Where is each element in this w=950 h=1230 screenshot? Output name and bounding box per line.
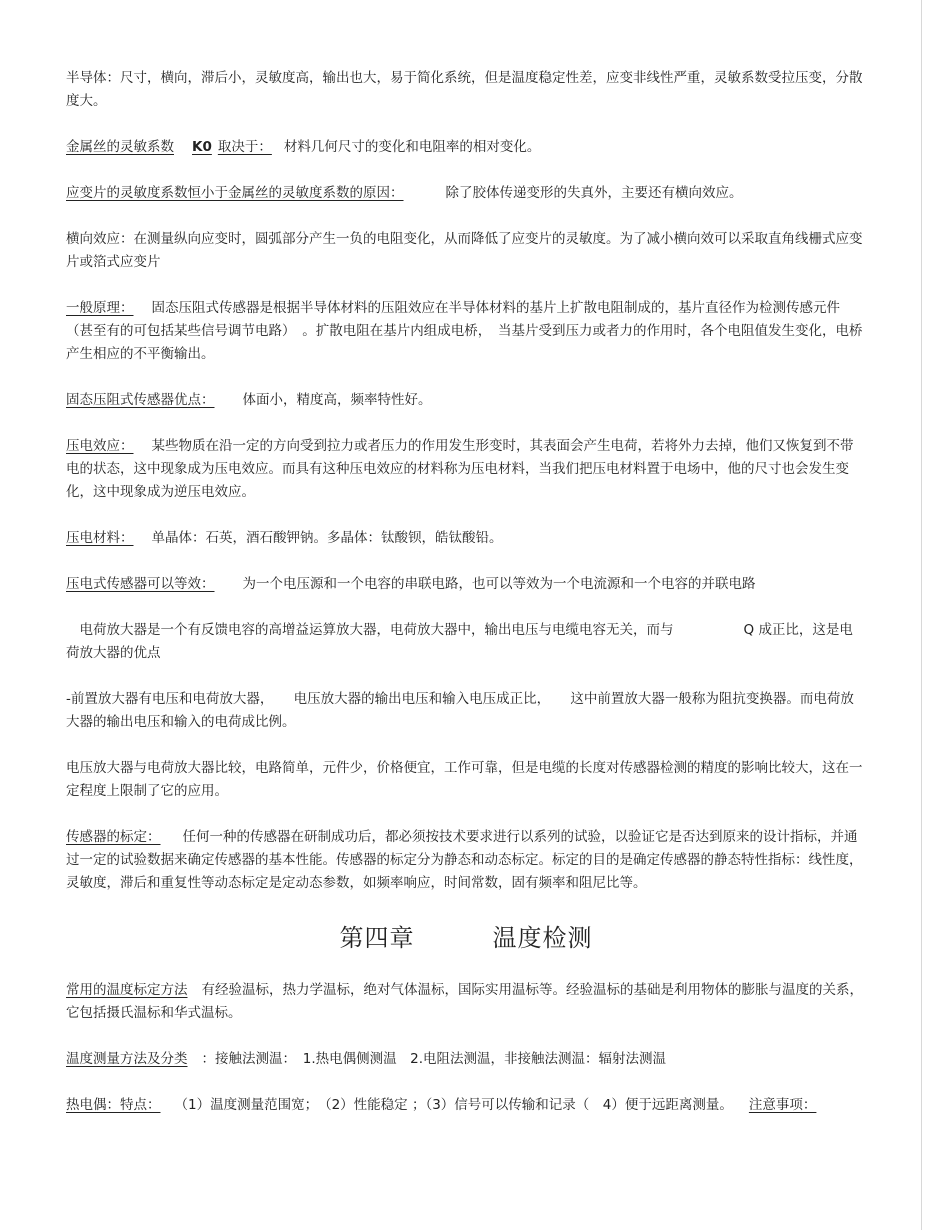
text-amplifier-comparison: 电压放大器与电荷放大器比较，电路简单，元件少，价格便宜，工作可靠，但是电缆的长度对传感器检测的精度的影响比较大，这在一定程度上限制了它的应用。: [66, 760, 863, 799]
paragraph-amplifier-comparison: [66, 757, 866, 803]
label-precautions: 注意事项：: [748, 1097, 817, 1113]
label-temperature-scale: 常用的温度标定方法: [66, 982, 188, 998]
label-piezoelectric-material: 压电材料：: [66, 530, 134, 546]
text-piezoresistive-advantages: 体面小，精度高，频率特性好。: [242, 392, 432, 408]
text-piezoelectric-effect: 某些物质在沿一定的方向受到拉力或者压力的作用发生形变时，其表面会产生电荷，若将外力去掉，他们又恢复到不带电的状态，这中现象成为压电效应。而具有这种压电效应的材料称为压电材料，当我们把压电材料置于电场中，他的尺寸也会发生变化，这中现象成为逆压电效应。: [66, 438, 854, 500]
label-piezoelectric-effect: 压电效应：: [66, 438, 134, 454]
label-metal-wire-sensitivity: 金属丝的灵敏系数 K0 取决于：: [66, 139, 272, 155]
paragraph-semiconductor: [66, 67, 866, 113]
chapter-title: 温度检测: [492, 924, 593, 952]
paragraph-sensor-calibration: [66, 826, 866, 895]
text-charge-amplifier-q: Q: [743, 622, 755, 638]
paragraph-thermocouple: [66, 1094, 866, 1117]
text-semiconductor: 半导体：尺寸，横向，滞后小，灵敏度高，输出也大，易于简化系统，但是温度稳定性差，应变非线性严重，灵敏系数受拉压变，分散度大。: [66, 70, 863, 109]
paragraph-preamplifier: [66, 688, 866, 734]
text-metal-wire-sensitivity: 材料几何尺寸的变化和电阻率的相对变化。: [283, 139, 541, 155]
text-strain-gauge-reason: 除了胶体传递变形的失真外，主要还有横向效应。: [445, 185, 743, 201]
paragraph-piezoresistive-advantages: [66, 389, 866, 412]
paragraph-piezo-sensor-equivalent: [66, 573, 866, 596]
text-preamplifier: -前置放大器有电压和电荷放大器， 电压放大器的输出电压和输入电压成正比， 这中前置放大器一般称为阻抗变换器。而电荷放大器的输出电压和输入的电荷成比例。: [66, 691, 854, 730]
label-sensor-calibration: 传感器的标定：: [66, 829, 161, 845]
label-strain-gauge-reason: 应变片的灵敏度系数恒小于金属丝的灵敏度系数的原因：: [66, 185, 404, 201]
paragraph-temperature-methods: [66, 1048, 866, 1071]
text-piezo-sensor-equivalent: 为一个电压源和一个电容的串联电路，也可以等效为一个电流源和一个电容的并联电路: [242, 576, 756, 592]
paragraph-metal-wire-k0: [66, 136, 866, 159]
page-edge-line: [921, 0, 922, 1230]
text-sensor-calibration: 任何一种的传感器在研制成功后，都必须按技术要求进行以系列的试验，以验证它是否达到原来的设计指标，并通过一定的试验数据来确定传感器的基本性能。传感器的标定分为静态和动态标定。标定的目的是确定传感器的静态特性指标：线性度，灵敏度，滞后和重复性等动态标定是定动态参数，如频率响应，时间常数，固有频率和阻尼比等。: [66, 829, 863, 891]
chapter-number: 第四章: [339, 924, 415, 952]
text-charge-amplifier-a: 电荷放大器是一个有反馈电容的高增益运算放大器，电荷放大器中，输出电压与电缆电容无关，而与: [66, 622, 674, 638]
paragraph-general-principle: [66, 297, 866, 366]
paragraph-piezoelectric-material: [66, 527, 866, 550]
paragraph-transverse-effect: [66, 228, 866, 274]
label-general-principle: 一般原理：: [66, 300, 134, 316]
label-temperature-methods: 温度测量方法及分类: [66, 1051, 188, 1067]
text-general-principle: 固态压阻式传感器是根据半导体材料的压阻效应在半导体材料的基片上扩散电阻制成的，基片直径作为检测传感元件 （甚至有的可包括某些信号调节电路） 。扩散电阻在基片内组成电桥， 当基片受到压力或者力的作用时，各个电阻值发生变化，电桥产生相应的不平衡输出。: [66, 300, 863, 362]
document-body: [66, 67, 866, 1140]
text-thermocouple: （1）温度测量范围宽； （2）性能稳定 ；（3）信号可以传输和记录（ 4）便于远距离测量。: [174, 1097, 733, 1113]
label-piezoresistive-advantages: 固态压阻式传感器优点：: [66, 392, 215, 408]
label-thermocouple: 热电偶：特点：: [66, 1097, 161, 1113]
text-temperature-methods: ：接触法测温： 1.热电偶侧测温 2.电阻法测温，非接触法测温：辐射法测温: [201, 1051, 667, 1067]
text-piezoelectric-material: 单晶体：石英，酒石酸钾钠。多晶体：钛酸钡，皓钛酸铅。: [151, 530, 503, 546]
paragraph-charge-amplifier: [66, 619, 866, 665]
paragraph-temperature-scale: [66, 979, 866, 1025]
paragraph-strain-gauge-reason: [66, 182, 866, 205]
chapter-heading: [66, 918, 866, 953]
text-temperature-scale: 有经验温标，热力学温标，绝对气体温标，国际实用温标等。经验温标的基础是利用物体的膨胀与温度的关系，它包括摄氏温标和华式温标。: [66, 982, 863, 1021]
paragraph-piezoelectric-effect: [66, 435, 866, 504]
text-transverse-effect: 横向效应：在测量纵向应变时，圆弧部分产生一负的电阻变化，从而降低了应变片的灵敏度。为了减小横向效可以采取直角线栅式应变片或箔式应变片: [66, 231, 863, 270]
text-charge-amplifier-b: 成正比，这是电荷放大器的优点: [66, 622, 853, 661]
label-piezo-sensor-equivalent: 压电式传感器可以等效：: [66, 576, 215, 592]
